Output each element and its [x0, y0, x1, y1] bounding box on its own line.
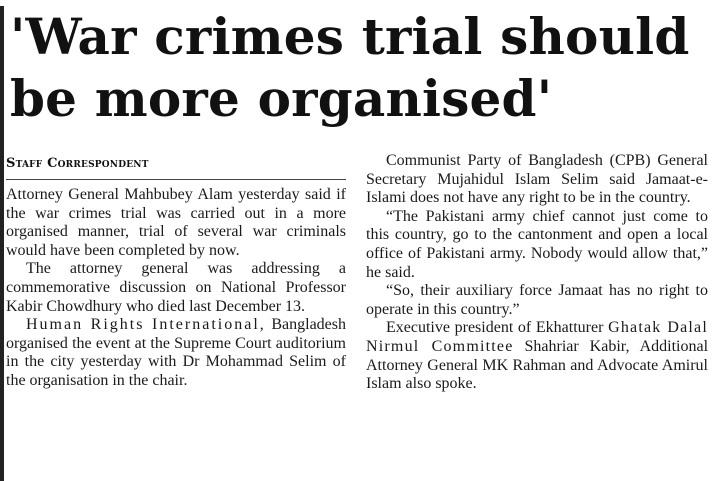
paragraph-3	[6, 316, 346, 390]
byline: Staff Correspondent	[6, 156, 149, 171]
paragraph-3-rest: Bangladesh organised the event at the Supreme Court auditorium in the city yesterday with Dr Mohammad Selim of the organisation in the chair.	[6, 316, 347, 389]
paragraph-5: “The Pakistani army chief cannot just come to this country, go to the cantonment and open a local office of Pakistani army. Nobody would allow that,” he said.	[366, 207, 708, 281]
paragraph-7-lead: Executive president of Ekhatturer	[386, 319, 604, 337]
headline	[10, 6, 710, 130]
right-column	[366, 152, 708, 394]
headline-line-2: be more organised'	[10, 69, 553, 128]
paragraph-7-mid: Ghatak Dalal Nirmul Committee	[366, 319, 708, 355]
paragraph-3-lead: Human Rights International,	[26, 316, 266, 334]
paragraph-6: “So, their auxiliary force Jamaat has no right to operate in this country.”	[366, 282, 708, 318]
paragraph-1: Attorney General Mahbubey Alam yesterday said if the war crimes trial was carried out in a more organised manner, trial of several war criminals would have been completed by now.	[6, 186, 346, 259]
headline-line-1: 'War crimes trial should	[10, 7, 690, 66]
paragraph-2: The attorney general was addressing a commemorative discussion on National Professor Kabir Chowdhury who died last December 13.	[6, 260, 346, 315]
left-column	[6, 155, 346, 391]
paragraph-4: Communist Party of Bangladesh (CPB) General Secretary Mujahidul Islam Selim said Jamaat-e-Islami does not have any right to be in the country.	[366, 152, 708, 207]
paragraph-7	[366, 319, 708, 393]
byline-divider	[6, 179, 346, 180]
column-rule	[0, 6, 4, 481]
paragraph-7-rest: Shahriar Kabir, Additional Attorney General MK Rahman and Advocate Amirul Islam also spoke.	[366, 337, 709, 393]
